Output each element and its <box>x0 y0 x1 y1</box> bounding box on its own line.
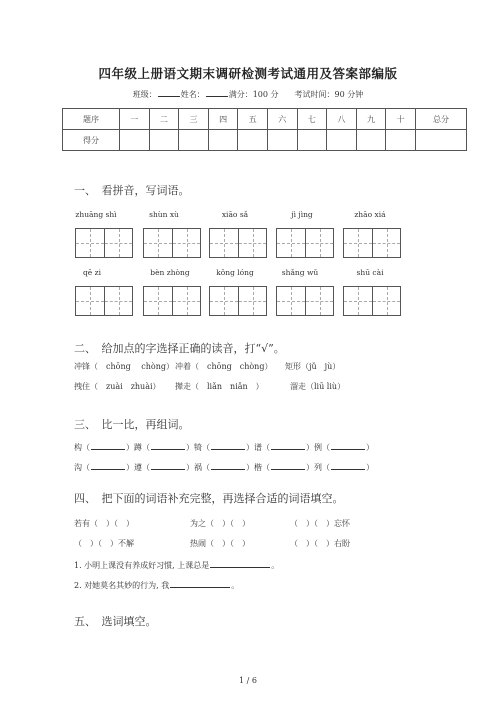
fill-question-2: 2. 对她莫名其妙的行为, 我 。 <box>74 581 240 590</box>
answer-blank[interactable] <box>271 441 305 450</box>
writing-box[interactable] <box>143 286 201 316</box>
answer-blank[interactable] <box>151 441 185 450</box>
document-title: 四年级上册语文期末调研检测考试通用及答案部编版 <box>98 66 398 81</box>
section-4-heading: 四、 把下面的词语补充完整，再选择合适的词语填空。 <box>74 492 344 505</box>
col-header: 一 <box>120 109 150 130</box>
score-cell[interactable] <box>416 130 467 151</box>
answer-blank[interactable] <box>211 441 245 450</box>
score-cell[interactable] <box>149 130 179 151</box>
score-cell[interactable] <box>179 130 209 151</box>
idiom-item: （ ）（ ）不解 <box>74 539 134 548</box>
col-header: 五 <box>238 109 268 130</box>
writing-box[interactable] <box>276 286 334 316</box>
pinyin: zhuāng shì <box>75 210 117 219</box>
pinyin: qē zi <box>83 268 101 277</box>
writing-box[interactable] <box>75 286 133 316</box>
section-2-heading: 二、 给加点的字选择正确的读音，打“√”。 <box>74 342 285 355</box>
writing-box[interactable] <box>343 286 401 316</box>
answer-blank[interactable] <box>91 441 125 450</box>
answer-blank[interactable] <box>151 461 185 470</box>
pinyin: jì jìng <box>291 210 313 219</box>
col-header: 九 <box>356 109 386 130</box>
score-row <box>63 130 467 151</box>
answer-blank[interactable] <box>170 579 230 588</box>
pinyin: kǒng lóng <box>216 268 254 277</box>
pinyin: zhāo xiá <box>354 210 386 219</box>
pron-item: 冲着（ chōng chòng） <box>175 362 273 371</box>
col-header: 二 <box>149 109 179 130</box>
pron-item: 矩形（jǔ jù） <box>285 362 341 371</box>
exam-time: 考试时间：90 分钟 <box>294 90 364 99</box>
col-header: 四 <box>208 109 238 130</box>
compare-line-1: 构（ ）蹲（ ）犄（ ）谱（ ）例（ ） <box>74 443 374 452</box>
fill-question-1: 1. 小明上课没有养成好习惯, 上课总是 。 <box>74 561 280 570</box>
exam-info <box>0 88 496 100</box>
writing-box[interactable] <box>209 228 267 258</box>
idiom-item: 热闹（ ）（ ） <box>190 539 250 548</box>
col-header: 三 <box>179 109 209 130</box>
idiom-item: （ ）（ ）忘怀 <box>290 519 350 528</box>
pron-item: 撵走（ liǎn niǎn ） <box>175 382 264 391</box>
pinyin: bèn zhòng <box>150 268 190 277</box>
writing-box[interactable] <box>276 228 334 258</box>
score-cell[interactable] <box>120 130 150 151</box>
row-label: 得分 <box>63 130 120 151</box>
score-table <box>62 108 467 151</box>
pinyin: xiāo sǎ <box>221 210 249 219</box>
answer-blank[interactable] <box>91 461 125 470</box>
score-cell[interactable] <box>267 130 297 151</box>
answer-blank[interactable] <box>331 461 365 470</box>
score-cell[interactable] <box>208 130 238 151</box>
section-5-heading: 五、 选词填空。 <box>74 615 157 628</box>
answer-blank[interactable] <box>271 461 305 470</box>
score-header-row <box>63 109 467 130</box>
writing-box[interactable] <box>75 228 133 258</box>
idiom-item: （ ）（ ）右盼 <box>290 539 350 548</box>
section-3-heading: 三、 比一比，再组词。 <box>74 418 190 431</box>
pinyin: shùn xù <box>149 210 179 219</box>
pron-item: 冲锋（ chōng chòng） <box>74 362 174 371</box>
answer-blank[interactable] <box>210 559 270 568</box>
writing-box[interactable] <box>143 228 201 258</box>
page-number: 1 / 6 <box>239 676 257 685</box>
answer-blank[interactable] <box>331 441 365 450</box>
col-header: 八 <box>327 109 357 130</box>
score-cell[interactable] <box>327 130 357 151</box>
pinyin: shǎng wǔ <box>281 268 319 277</box>
compare-line-2: 沟（ ）遵（ ）祸（ ）楷（ ）列（ ） <box>74 463 374 472</box>
score-cell[interactable] <box>238 130 268 151</box>
answer-blank[interactable] <box>211 461 245 470</box>
section-1-heading: 一、 看拼音，写词语。 <box>74 184 190 197</box>
col-header: 十 <box>386 109 416 130</box>
idiom-item: 若有（ ）（ ） <box>74 519 134 528</box>
writing-box[interactable] <box>343 228 401 258</box>
class-label: 班级： <box>132 90 157 99</box>
col-header: 七 <box>297 109 327 130</box>
col-header: 六 <box>267 109 297 130</box>
idiom-item: 为之（ ）（ ） <box>190 519 250 528</box>
full-score: 满分：100 分 <box>228 90 279 99</box>
name-label: 姓名： <box>180 90 205 99</box>
col-header: 总分 <box>416 109 467 130</box>
score-cell[interactable] <box>356 130 386 151</box>
pron-item: 拽住（ zuài zhuài） <box>74 382 161 391</box>
score-cell[interactable] <box>386 130 416 151</box>
pron-item: 溜走（liū liù） <box>290 382 346 391</box>
pinyin: shū cài <box>356 268 384 277</box>
col-header: 题序 <box>63 109 120 130</box>
writing-box[interactable] <box>209 286 267 316</box>
score-cell[interactable] <box>297 130 327 151</box>
